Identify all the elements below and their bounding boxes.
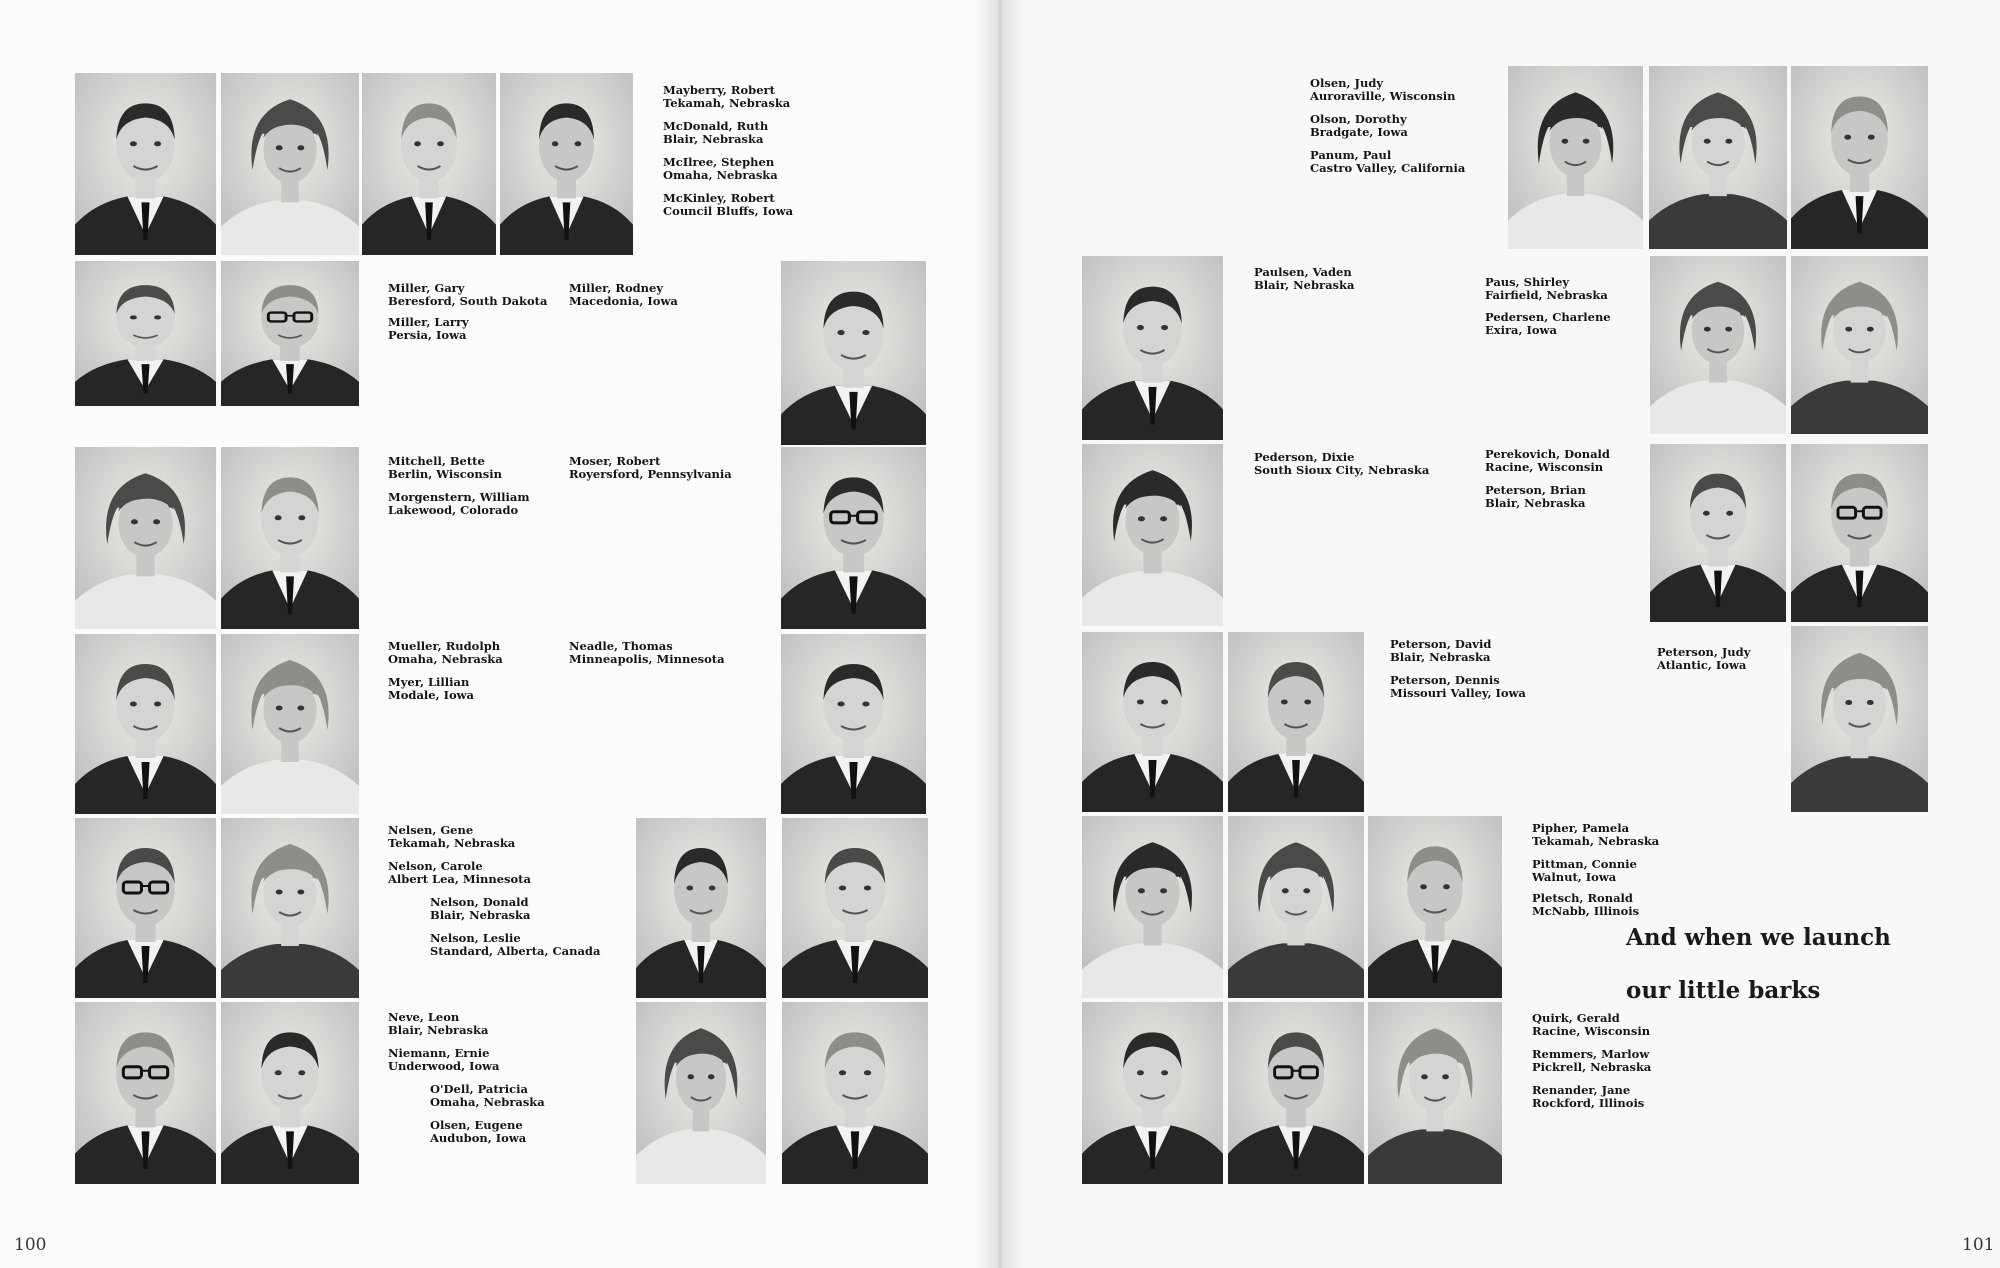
name-block — [663, 120, 768, 145]
name-block — [388, 282, 547, 307]
name-block — [430, 932, 600, 957]
portrait-photo — [221, 261, 359, 406]
student-name: Pipher, Pamela — [1532, 821, 1630, 835]
name-block — [430, 1119, 526, 1144]
name-block — [569, 640, 725, 665]
portrait-photo — [75, 818, 216, 998]
portrait-photo — [1791, 66, 1928, 249]
page-number-left: 100 — [14, 1235, 47, 1255]
page-number-right: 101 — [1962, 1235, 1995, 1255]
name-block — [1485, 276, 1608, 301]
student-hometown: Castro Valley, California — [1310, 160, 1466, 175]
name-block — [663, 192, 793, 217]
student-hometown: Standard, Alberta, Canada — [430, 943, 601, 958]
student-name: Paus, Shirley — [1485, 275, 1570, 289]
student-name: Miller, Larry — [388, 315, 469, 329]
name-block — [1657, 646, 1750, 671]
student-hometown: Blair, Nebraska — [1485, 495, 1586, 510]
caption-line-2: our little barks — [1626, 977, 1821, 1004]
student-hometown: Blair, Nebraska — [1254, 277, 1355, 292]
name-block — [1310, 149, 1465, 174]
student-name: Niemann, Ernie — [388, 1046, 490, 1060]
student-hometown: Blair, Nebraska — [388, 1022, 489, 1037]
student-hometown: McNabb, Illinois — [1532, 903, 1640, 918]
portrait-photo — [1508, 66, 1643, 249]
name-block — [388, 676, 474, 701]
name-block — [1254, 451, 1429, 476]
portrait-photo — [781, 447, 926, 629]
student-hometown: Missouri Valley, Iowa — [1390, 685, 1526, 700]
name-block — [1485, 311, 1611, 336]
student-hometown: Racine, Wisconsin — [1485, 459, 1604, 474]
student-name: Myer, Lillian — [388, 675, 470, 689]
name-block — [1390, 674, 1526, 699]
student-name: Mueller, Rudolph — [388, 639, 501, 653]
student-name: Remmers, Marlow — [1532, 1047, 1650, 1061]
student-hometown: Albert Lea, Minnesota — [388, 871, 531, 886]
portrait-photo — [1368, 816, 1502, 998]
student-hometown: South Sioux City, Nebraska — [1254, 462, 1430, 477]
name-block — [1532, 892, 1639, 917]
portrait-photo — [781, 634, 926, 814]
name-block — [1532, 822, 1659, 847]
portrait-photo — [1228, 632, 1364, 812]
portrait-photo — [221, 1002, 359, 1184]
student-name: Mayberry, Robert — [663, 83, 775, 97]
portrait-photo — [221, 447, 359, 629]
name-block — [430, 896, 530, 921]
portrait-photo — [75, 261, 216, 406]
student-hometown: Blair, Nebraska — [430, 907, 531, 922]
portrait-photo — [1228, 816, 1364, 998]
student-hometown: Omaha, Nebraska — [388, 651, 503, 666]
portrait-photo — [1082, 816, 1223, 998]
student-name: Perekovich, Donald — [1485, 447, 1610, 461]
portrait-photo — [1082, 444, 1223, 626]
student-name: Mitchell, Bette — [388, 454, 485, 468]
student-name: McIlree, Stephen — [663, 155, 775, 169]
student-hometown: Beresford, South Dakota — [388, 293, 548, 308]
student-name: Peterson, David — [1390, 637, 1492, 651]
portrait-photo — [75, 1002, 216, 1184]
student-hometown: Minneapolis, Minnesota — [569, 651, 725, 666]
name-block — [388, 316, 469, 341]
name-block — [663, 156, 778, 181]
student-name: Nelsen, Gene — [388, 823, 474, 837]
portrait-photo — [75, 634, 216, 814]
student-hometown: Macedonia, Iowa — [569, 293, 678, 308]
portrait-photo — [221, 818, 359, 998]
name-block — [388, 455, 502, 480]
student-name: Olson, Dorothy — [1310, 112, 1407, 126]
student-name: Pederson, Dixie — [1254, 450, 1355, 464]
student-hometown: Tekamah, Nebraska — [663, 95, 791, 110]
student-hometown: Blair, Nebraska — [1390, 649, 1491, 664]
portrait-photo — [1650, 444, 1786, 622]
student-name: McDonald, Ruth — [663, 119, 769, 133]
name-block — [663, 84, 790, 109]
portrait-photo — [1082, 256, 1223, 440]
portrait-photo — [500, 73, 633, 255]
student-hometown: Audubon, Iowa — [430, 1130, 527, 1145]
student-name: Miller, Gary — [388, 281, 465, 295]
student-hometown: Bradgate, Iowa — [1310, 124, 1408, 139]
student-name: Renander, Jane — [1532, 1083, 1631, 1097]
student-hometown: Blair, Nebraska — [663, 131, 764, 146]
student-hometown: Royersford, Pennsylvania — [569, 466, 732, 481]
portrait-photo — [1649, 66, 1787, 249]
student-hometown: Lakewood, Colorado — [388, 502, 519, 517]
name-block — [1532, 858, 1637, 883]
portrait-photo — [1082, 632, 1223, 812]
name-block — [569, 282, 678, 307]
name-block — [388, 1011, 488, 1036]
name-block — [1485, 448, 1610, 473]
student-hometown: Exira, Iowa — [1485, 322, 1557, 337]
portrait-photo — [636, 818, 766, 998]
student-hometown: Tekamah, Nebraska — [388, 835, 516, 850]
student-name: Morgenstern, William — [388, 490, 530, 504]
portrait-photo — [782, 1002, 928, 1184]
student-name: Nelson, Leslie — [430, 931, 521, 945]
student-hometown: Underwood, Iowa — [388, 1058, 500, 1073]
name-block — [1532, 1048, 1651, 1073]
student-hometown: Omaha, Nebraska — [663, 167, 778, 182]
name-block — [430, 1083, 545, 1108]
student-name: Peterson, Dennis — [1390, 673, 1500, 687]
student-hometown: Rockford, Illinois — [1532, 1095, 1645, 1110]
student-name: Olsen, Eugene — [430, 1118, 523, 1132]
portrait-photo — [636, 1002, 766, 1184]
name-block — [569, 455, 732, 480]
student-name: Pedersen, Charlene — [1485, 310, 1611, 324]
portrait-photo — [1368, 1002, 1502, 1184]
portrait-photo — [362, 73, 496, 255]
portrait-photo — [1228, 1002, 1364, 1184]
name-block — [1390, 638, 1491, 663]
student-hometown: Pickrell, Nebraska — [1532, 1059, 1652, 1074]
student-name: Panum, Paul — [1310, 148, 1392, 162]
student-name: Quirk, Gerald — [1532, 1011, 1620, 1025]
student-name: Pittman, Connie — [1532, 857, 1637, 871]
portrait-photo — [1791, 444, 1928, 622]
portrait-photo — [75, 73, 216, 255]
name-block — [1254, 266, 1354, 291]
name-block — [1532, 1012, 1650, 1037]
student-hometown: Atlantic, Iowa — [1657, 657, 1747, 672]
name-block — [388, 640, 503, 665]
student-name: Peterson, Brian — [1485, 483, 1586, 497]
portrait-photo — [75, 447, 216, 629]
portrait-photo — [781, 261, 926, 445]
name-block — [388, 824, 515, 849]
student-name: McKinley, Robert — [663, 191, 775, 205]
student-name: Moser, Robert — [569, 454, 661, 468]
name-block — [1310, 113, 1408, 138]
student-name: Pletsch, Ronald — [1532, 891, 1633, 905]
student-name: Nelson, Carole — [388, 859, 483, 873]
student-hometown: Fairfield, Nebraska — [1485, 287, 1608, 302]
portrait-photo — [1791, 626, 1928, 812]
portrait-photo — [1791, 256, 1928, 434]
student-name: Nelson, Donald — [430, 895, 529, 909]
caption-line-1: And when we launch — [1626, 924, 1891, 951]
student-name: Peterson, Judy — [1657, 645, 1751, 659]
student-name: Neve, Leon — [388, 1010, 460, 1024]
student-hometown: Omaha, Nebraska — [430, 1094, 545, 1109]
name-block — [388, 860, 531, 885]
student-name: Miller, Rodney — [569, 281, 664, 295]
student-name: Olsen, Judy — [1310, 76, 1384, 90]
name-block — [388, 1047, 500, 1072]
student-hometown: Tekamah, Nebraska — [1532, 833, 1660, 848]
student-hometown: Persia, Iowa — [388, 327, 467, 342]
student-name: Neadle, Thomas — [569, 639, 673, 653]
portrait-photo — [1650, 256, 1786, 434]
name-block — [388, 491, 530, 516]
student-hometown: Racine, Wisconsin — [1532, 1023, 1651, 1038]
portrait-photo — [782, 818, 928, 998]
portrait-photo — [221, 73, 359, 255]
name-block — [1532, 1084, 1644, 1109]
page-gutter — [975, 0, 1025, 1268]
name-block — [1485, 484, 1586, 509]
student-hometown: Council Bluffs, Iowa — [663, 203, 794, 218]
portrait-photo — [1082, 1002, 1223, 1184]
student-hometown: Auroraville, Wisconsin — [1310, 88, 1456, 103]
student-hometown: Modale, Iowa — [388, 687, 474, 702]
student-hometown: Walnut, Iowa — [1532, 869, 1617, 884]
name-block — [1310, 77, 1455, 102]
student-name: O'Dell, Patricia — [430, 1082, 528, 1096]
student-hometown: Berlin, Wisconsin — [388, 466, 502, 481]
portrait-photo — [221, 634, 359, 814]
student-name: Paulsen, Vaden — [1254, 265, 1352, 279]
